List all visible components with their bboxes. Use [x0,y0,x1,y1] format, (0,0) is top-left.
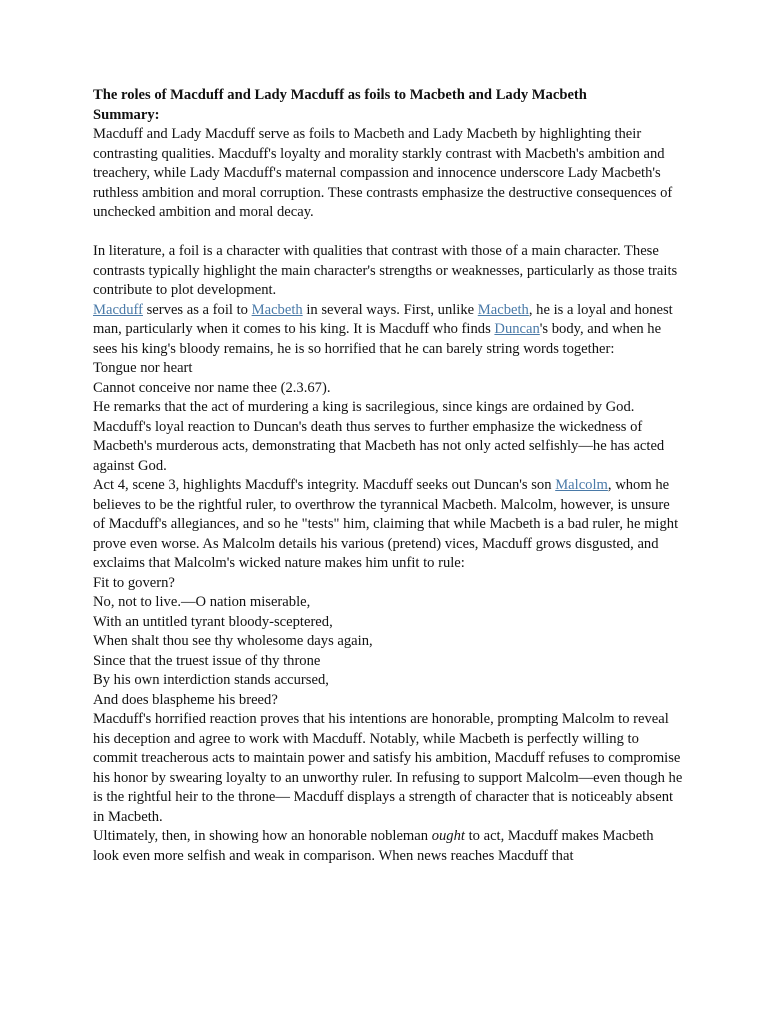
quote-line: Cannot conceive nor name thee (2.3.67). [93,379,331,396]
quote-line: By his own interdiction stands accursed, [93,672,329,688]
quote-line: Fit to govern? [93,574,175,591]
horrified-reaction-paragraph: Macduff's horrified reaction proves that his intentions are honorable, prompting Malcolm to reveal his deception and agree to work with Macduff. Notably, while Macbeth is perfectly willing to commit treacherous acts to maintain power and satisfy his ambition, Macduff refuses to compromise his honor by swearing loyalty to an unworthy ruler. In refusing to support Malcolm—even though he is the rightful heir to the throne— Macduff displays a strength of character that is noticeably absent in Macbeth. [93,711,683,825]
link-macbeth[interactable]: Macbeth [477,301,529,318]
document-title: The roles of Macduff and Lady Macduff as foils to Macbeth and Lady Macbeth [93,87,587,103]
quote-line: Since that the truest issue of thy throne [93,652,321,669]
text-span: serves as a foil to [142,301,252,318]
quote-line: Tongue nor heart [93,360,193,376]
integrity-paragraph [93,476,683,574]
quote-line: No, not to live.—O nation miserable, [93,594,311,610]
text-span: 's body, and when he sees his king's bloody remains, he is so horrified that he can barely string words together: [93,321,662,357]
text-span: , whom he believes to be the rightful ruler, to overthrow the tyrannical Macbeth. Malcolm, however, is unsure of Macduff's allegiances, and so he "tests" him, claiming that while Macbeth is a bad ruler, he might prove even worse. As Malcolm details his various (pretend) vices, Macduff grows disgusted, and exclaims that Malcolm's wicked nature makes him unfit to rule: [93,477,679,571]
text-span: , he is a loyal and honest man, particularly when it comes to his king. It is Macduff who finds [93,301,673,337]
document-page [93,86,683,866]
text-span: to act, Macduff makes Macbeth look even more selfish and weak in comparison. When news reaches Macduff that [93,828,654,864]
summary-label: Summary: [93,106,160,123]
summary-paragraph: Macduff and Lady Macduff serve as foils to Macbeth and Lady Macbeth by highlighting their contrasting qualities. Macduff's loyalty and morality starkly contrast with Macbeth's ambition and treachery, while Lady Macduff's maternal compassion and innocence underscore Lady Macbeth's ruthless ambition and moral corruption. These contrasts emphasize the destructive consequences of unchecked ambition and moral decay. [93,126,673,220]
text-span: Ultimately, then, in showing how an honorable nobleman [93,828,432,844]
emphasis-ought: ought [431,828,465,844]
sacrilege-paragraph: He remarks that the act of murdering a king is sacrilegious, since kings are ordained by God. Macduff's loyal reaction to Duncan's death thus serves to further emphasize the wickedness of Macbeth's murderous acts, demonstrating that Macbeth has not only acted selfishly—he has acted against God. [93,399,665,474]
macduff-foil-paragraph [93,301,683,360]
ultimately-paragraph [93,827,683,866]
text-span: Act 4, scene 3, highlights Macduff's integrity. Macduff seeks out Duncan's son [93,477,556,493]
link-malcolm[interactable]: Malcolm [555,477,608,493]
text-span: in several ways. First, unlike [302,301,478,318]
quote-line: When shalt thou see thy wholesome days again, [93,633,373,649]
paragraph-gap [93,223,683,243]
link-macbeth[interactable]: Macbeth [251,301,303,318]
quote-line: With an untitled tyrant bloody-sceptered, [93,613,333,630]
foil-definition-paragraph: In literature, a foil is a character with qualities that contrast with those of a main character. These contrasts typically highlight the main character's strengths or weaknesses, particularly as those traits contribute to plot development. [93,243,678,298]
link-macduff[interactable]: Macduff [93,301,143,318]
link-duncan[interactable]: Duncan [494,321,540,337]
quote-line: And does blaspheme his breed? [93,691,278,708]
